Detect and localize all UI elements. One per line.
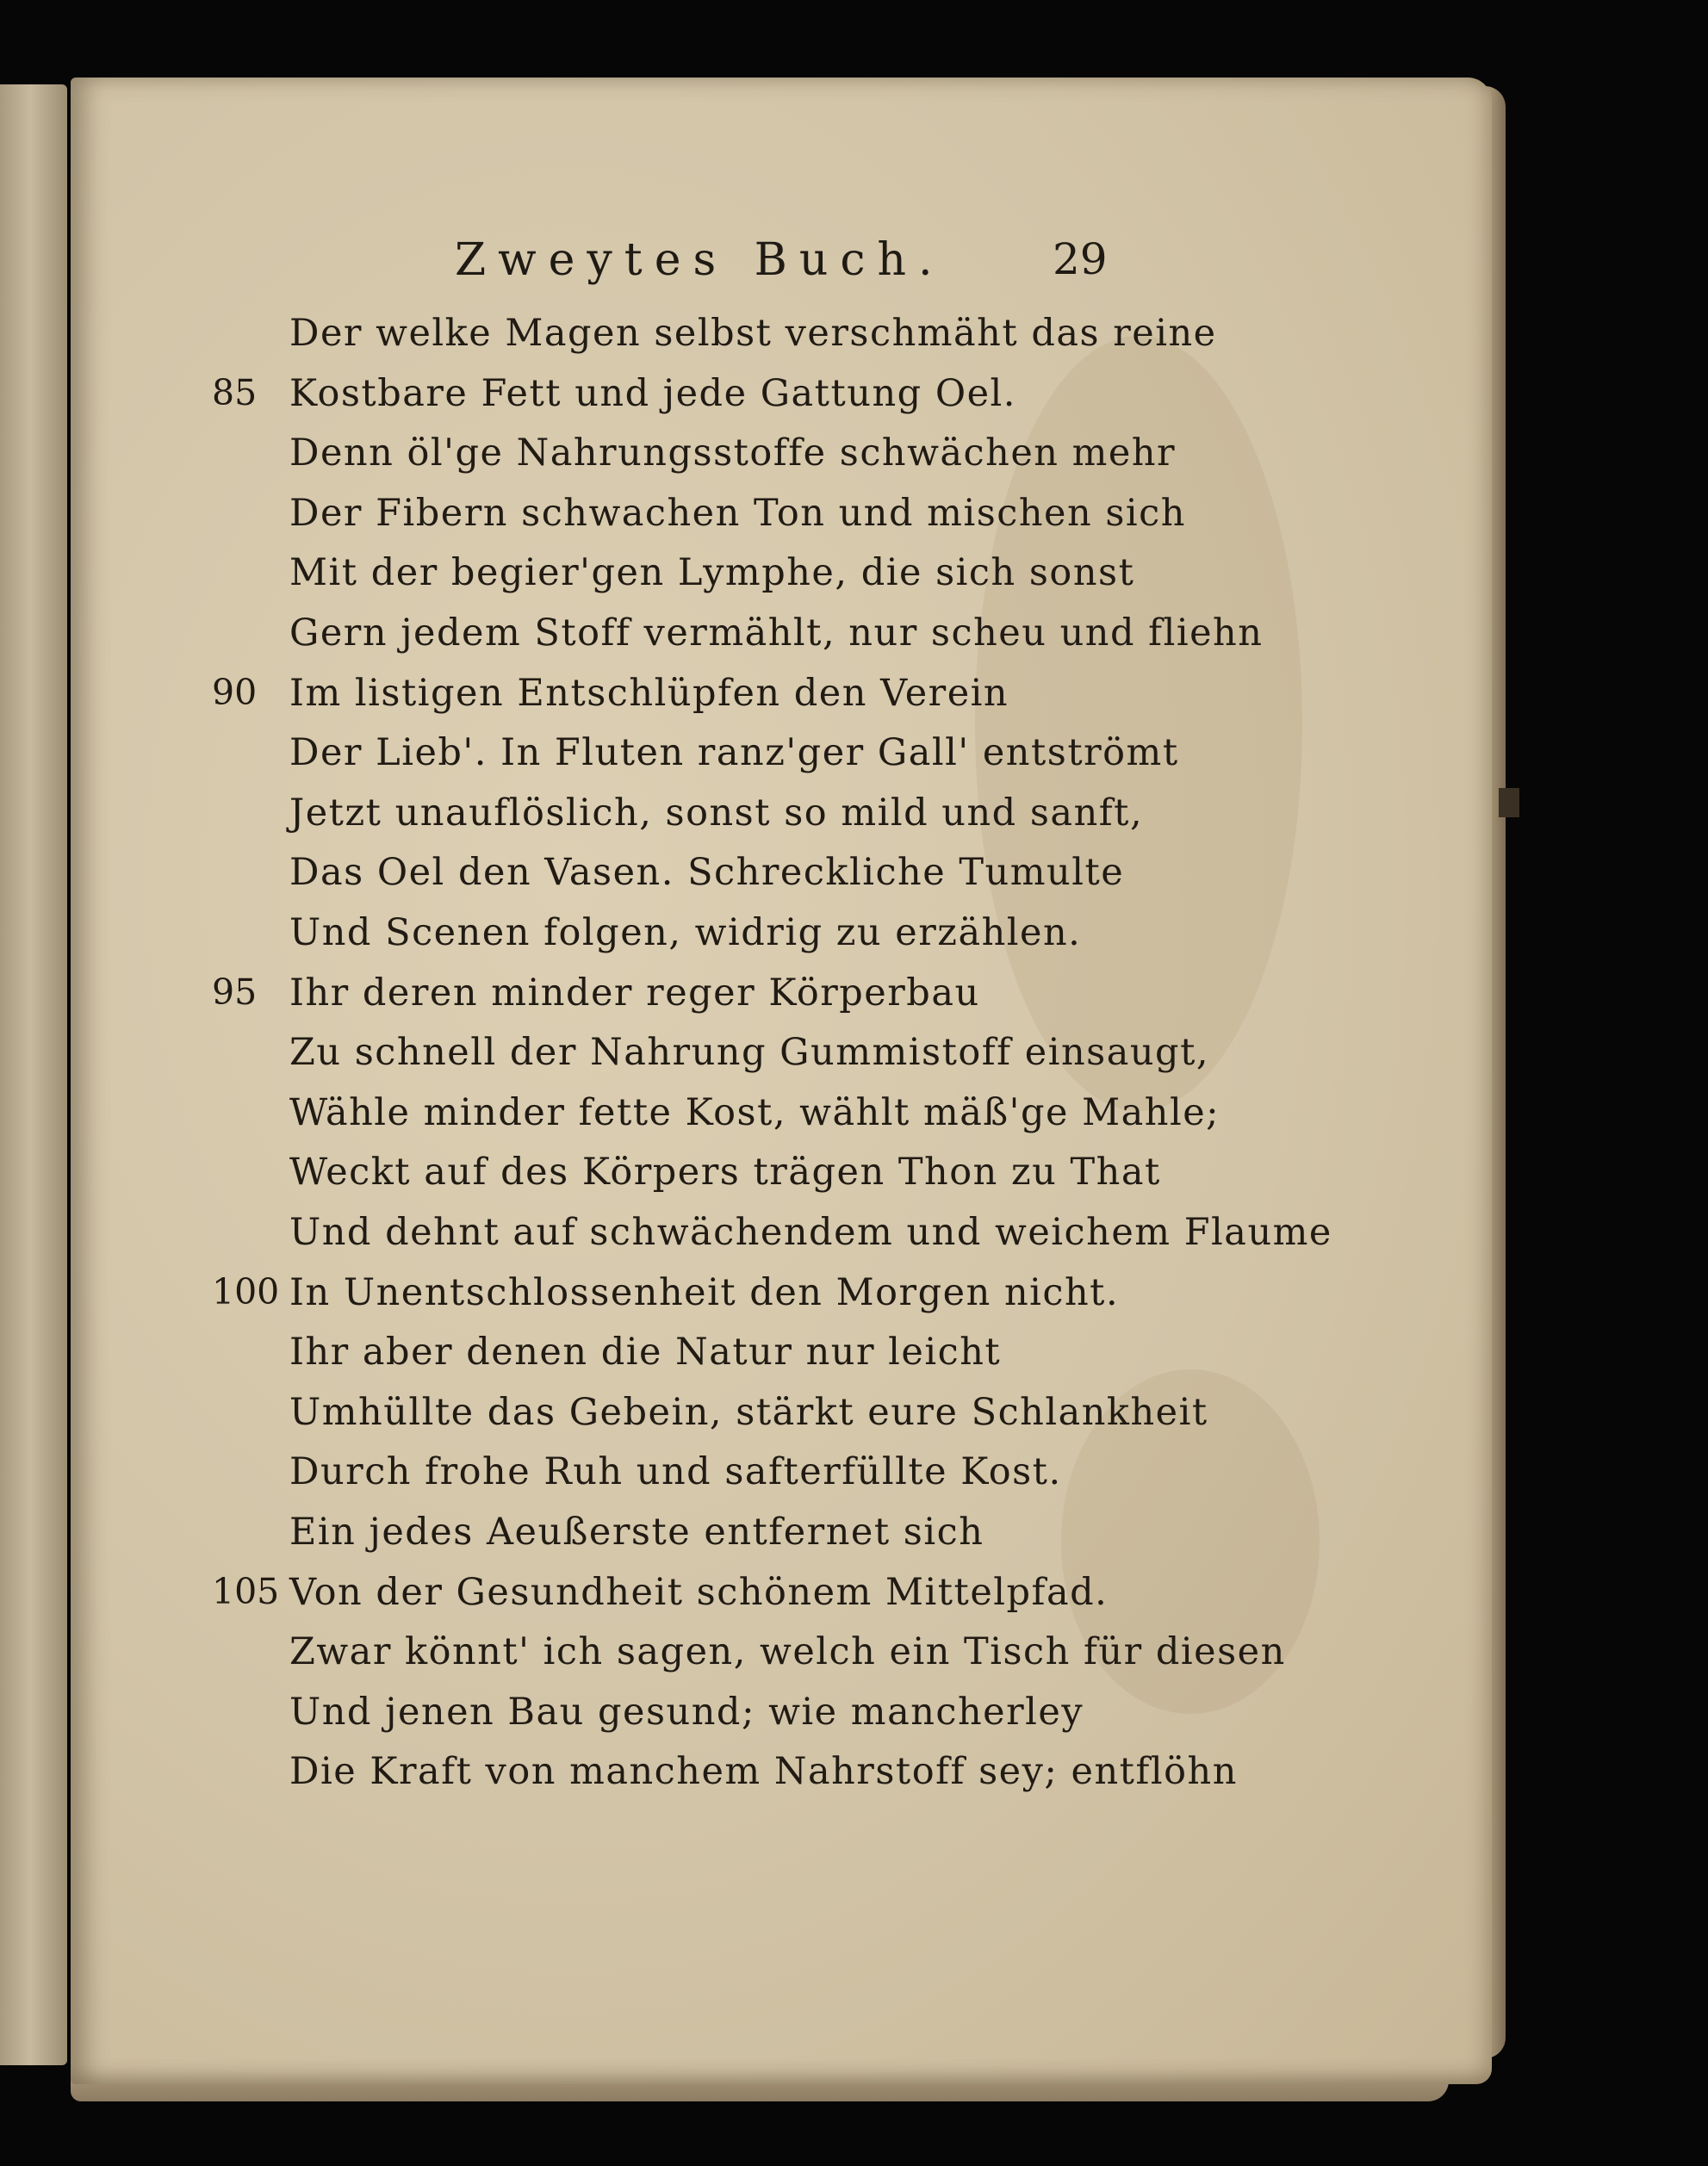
page-number: 29 [1053, 234, 1108, 284]
verse-line: Zwar könnt' ich sagen, welch ein Tisch für diesen [289, 1630, 1286, 1673]
verse-line: Durch frohe Ruh und safterfüllte Kost. [289, 1450, 1062, 1493]
verse-line: Ihr deren minder reger Körperbau [289, 971, 980, 1015]
facing-page-edge [0, 84, 67, 2065]
line-number: 90 [212, 672, 258, 713]
verse-line: Der welke Magen selbst verschmäht das reine [289, 312, 1217, 355]
verse-line: Im listigen Entschlüpfen den Verein [289, 672, 1009, 715]
running-header: Zweytes Buch. [455, 234, 945, 286]
verse-line: Der Lieb'. In Fluten ranz'ger Gall' entströmt [289, 731, 1179, 774]
verse-line: Mit der begier'gen Lymphe, die sich sonst [289, 551, 1135, 594]
verse-line: Zu schnell der Nahrung Gummistoff einsaugt, [289, 1031, 1210, 1074]
verse-line: Das Oel den Vasen. Schreckliche Tumulte [289, 851, 1125, 894]
verse-line: Die Kraft von manchem Nahrstoff sey; entflöhn [289, 1750, 1238, 1793]
line-number: 100 [212, 1271, 280, 1313]
verse-line: Umhüllte das Gebein, stärkt eure Schlankheit [289, 1391, 1208, 1434]
verse-line: Weckt auf des Körpers trägen Thon zu That [289, 1151, 1161, 1194]
verse-line: Ein jedes Aeußerste entfernet sich [289, 1511, 984, 1554]
verse-line: Kostbare Fett und jede Gattung Oel. [289, 372, 1016, 415]
line-number: 105 [212, 1571, 280, 1612]
verse-line: Gern jedem Stoff vermählt, nur scheu und fliehn [289, 611, 1264, 655]
verse-line: Jetzt unauflöslich, sonst so mild und sanft, [289, 791, 1144, 835]
verse-line: Wähle minder fette Kost, wählt mäß'ge Mahle; [289, 1091, 1220, 1134]
verse-line: In Unentschlossenheit den Morgen nicht. [289, 1271, 1120, 1314]
verse-line: Der Fibern schwachen Ton und mischen sich [289, 492, 1186, 535]
page-tab-marker [1499, 788, 1519, 817]
verse-line: Denn öl'ge Nahrungsstoffe schwächen mehr [289, 431, 1177, 475]
line-number: 85 [212, 372, 258, 413]
verse-line: Und jenen Bau gesund; wie mancherley [289, 1691, 1084, 1734]
verse-line: Und dehnt auf schwächendem und weichem Flaume [289, 1211, 1332, 1254]
verse-line: Und Scenen folgen, widrig zu erzählen. [289, 911, 1082, 954]
verse-line: Ihr aber denen die Natur nur leicht [289, 1331, 1002, 1374]
verse-line: Von der Gesundheit schönem Mittelpfad. [289, 1571, 1109, 1614]
line-number: 95 [212, 971, 258, 1013]
